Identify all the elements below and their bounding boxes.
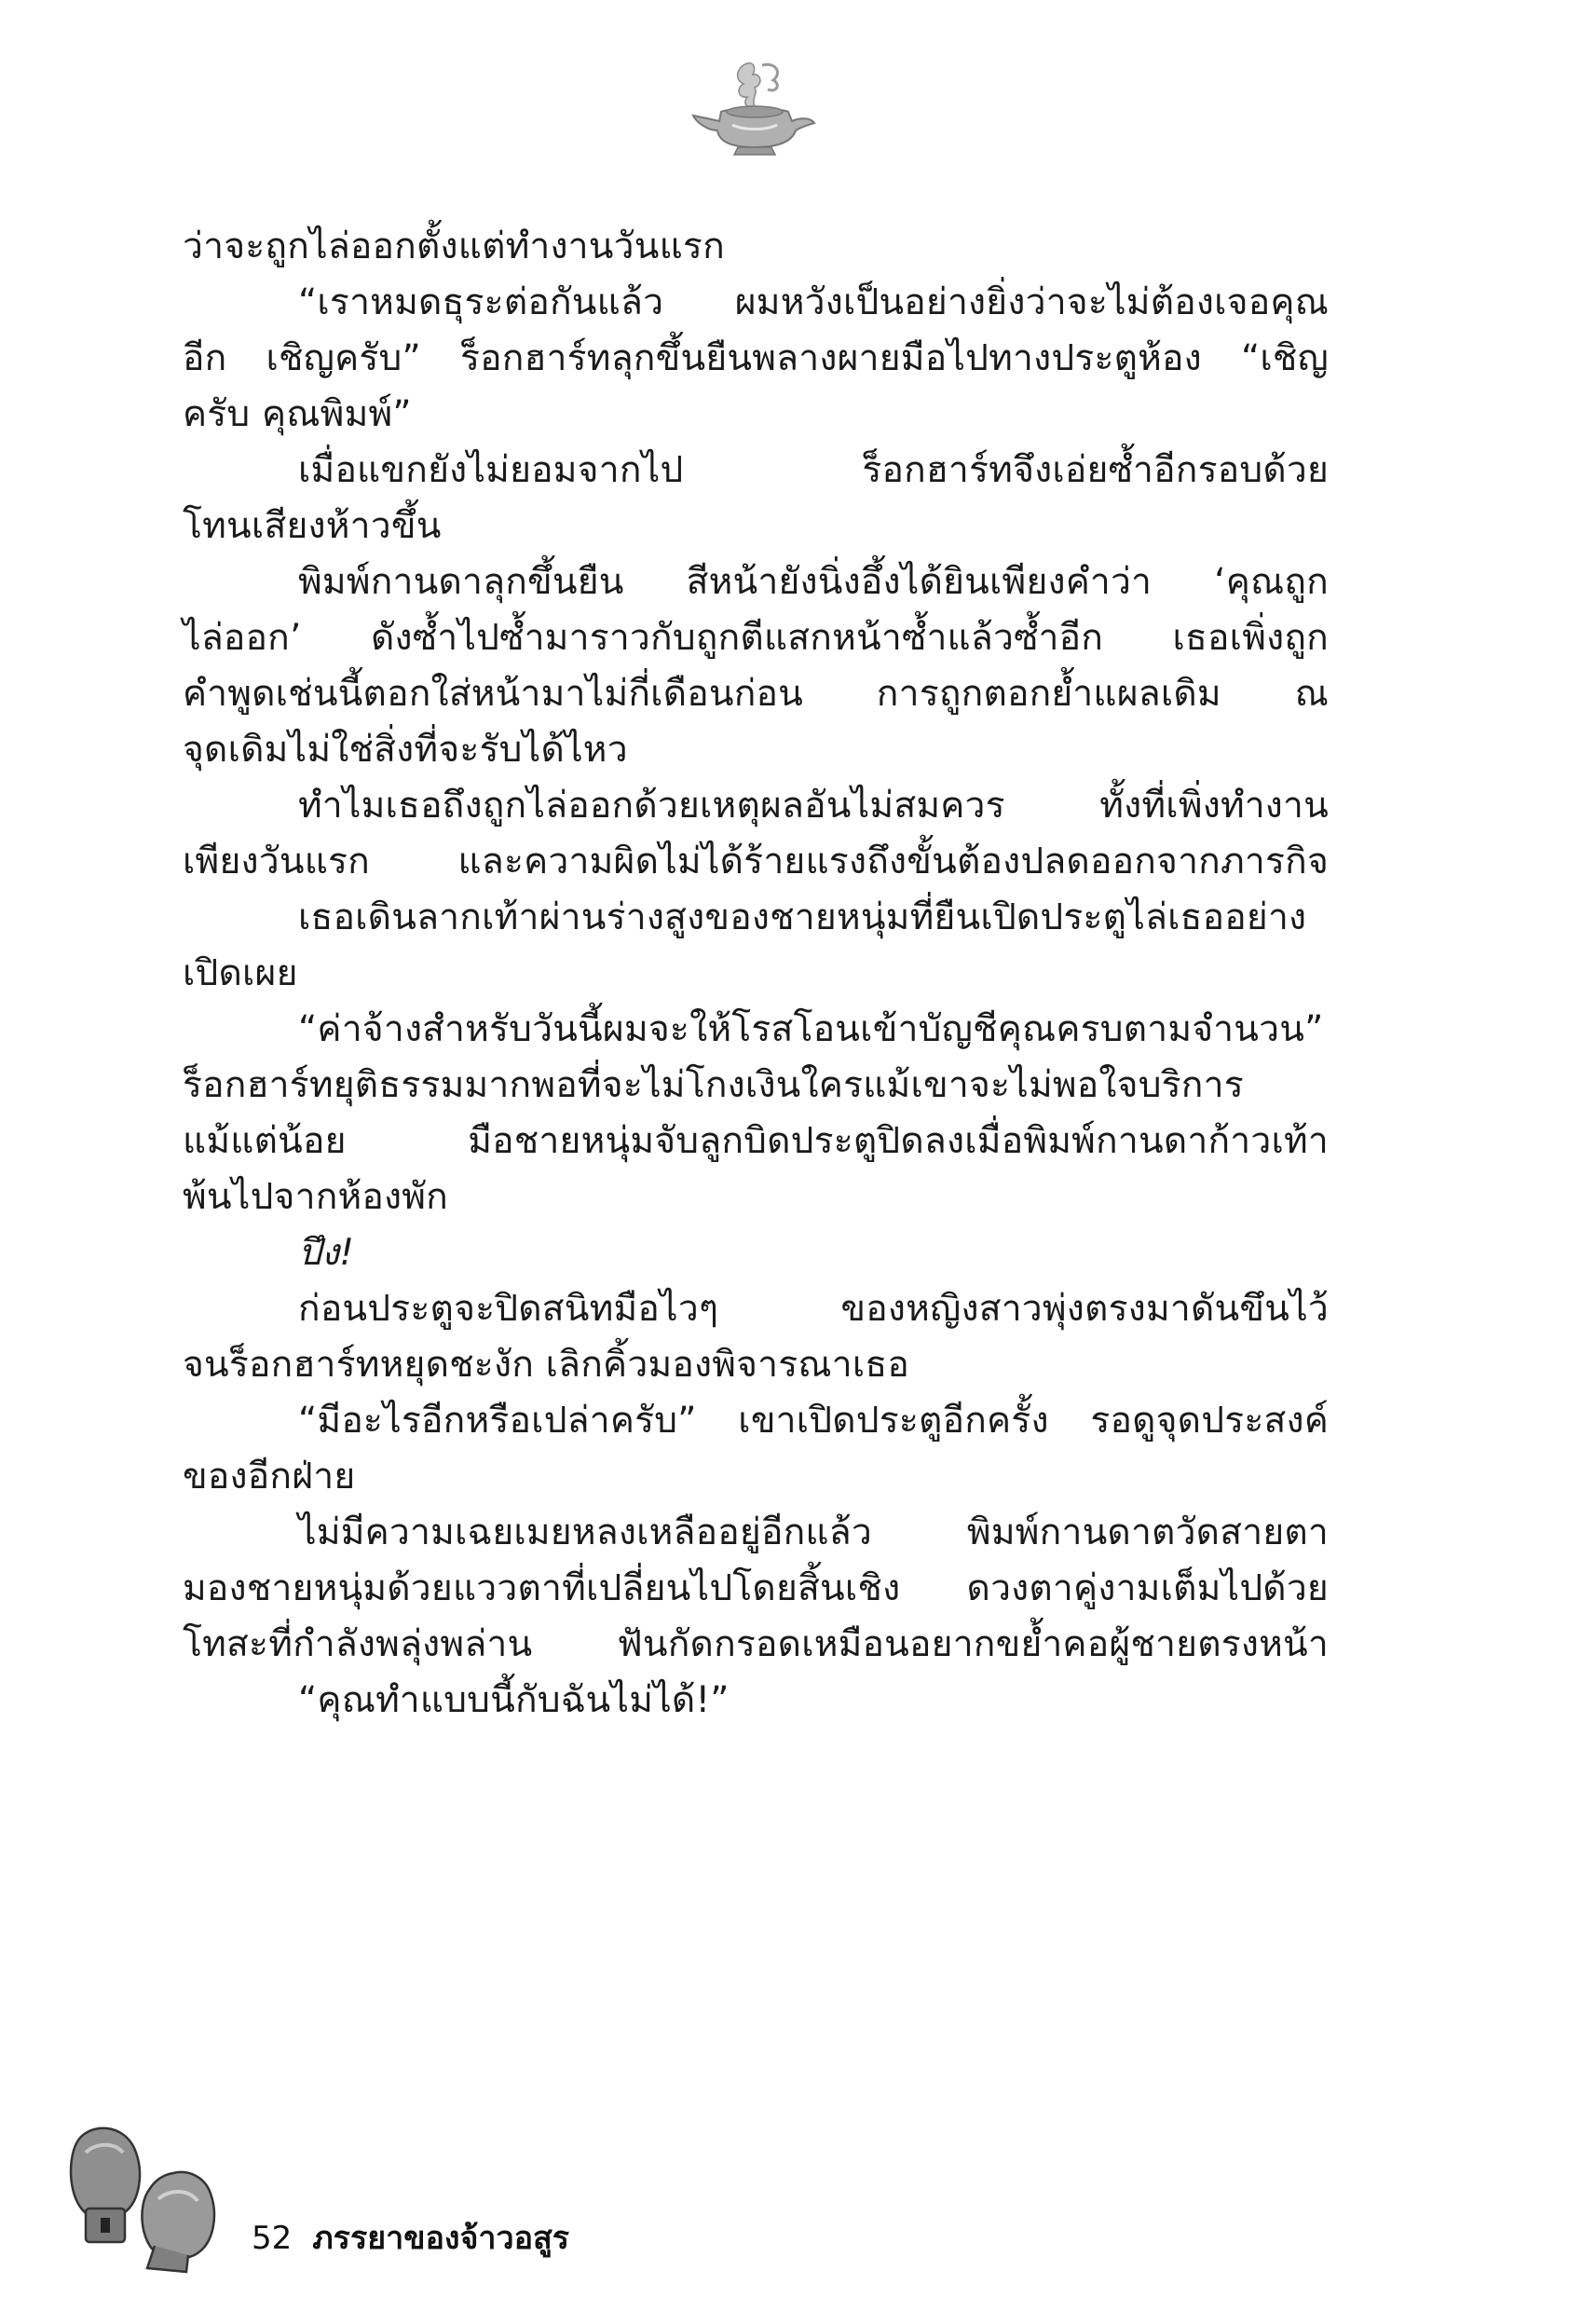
text-line-11: ทำไมเธอถึงถูกไล่ออกด้วยเหตุผลอันไม่สมควร ทั้งที่เพิ่งทำงาน [298,785,1329,827]
text-line-15: “ค่าจ้างสำหรับวันนี้ผมจะให้โรสโอนเข้าบัญชีคุณครบตามจำนวน” [298,1008,1324,1050]
text-line-19: ปึง! [298,1232,355,1274]
text-line-4: ครับ คุณพิมพ์” [183,393,412,435]
footer-caption [252,2212,569,2263]
text-line-13: เธอเดินลากเท้าผ่านร่างสูงของชายหนุ่มที่ยืนเปิดประตูไล่เธออย่าง [298,896,1307,938]
text-line-27: “คุณทำแบบนี้กับฉันไม่ได้!” [298,1679,730,1721]
text-line-18: พ้นไปจากห้องพัก [183,1176,448,1218]
text-line-21: จนร็อกฮาร์ทหยุดชะงัก เลิกคิ้วมองพิจารณาเธอ [183,1344,910,1386]
text-line-8: ไล่ออก’ ดังซ้ำไปซ้ำมาราวกับถูกตีแสกหน้าซ้ำแล้วซ้ำอีก เธอเพิ่งถูก [183,617,1329,659]
boxing-gloves-icon [58,2115,244,2274]
page-footer [0,2115,1596,2302]
text-line-10: จุดเดิมไม่ใช่สิ่งที่จะรับได้ไหว [183,729,628,771]
text-line-23: ของอีกฝ่าย [183,1456,356,1497]
text-line-12: เพียงวันแรก และความผิดไม่ได้ร้ายแรงถึงขั้นต้องปลดออกจากภารกิจ [183,841,1329,882]
text-line-9: คำพูดเช่นนี้ตอกใส่หน้ามาไม่กี่เดือนก่อน การถูกตอกย้ำแผลเดิม ณ [183,673,1329,715]
text-line-7: พิมพ์กานดาลุกขึ้นยืน สีหน้ายังนิ่งอึ้งได้ยินเพียงคำว่า ‘คุณถูก [298,561,1329,603]
page-number: 52 [252,2220,293,2257]
book-title: ภรรยาของจ้าวอสูร [312,2220,570,2257]
text-line-6: โทนเสียงห้าวขึ้น [183,505,442,547]
text-line-3: อีก เชิญครับ” ร็อกฮาร์ทลุกขึ้นยืนพลางผายมือไปทางประตูห้อง “เชิญ [183,337,1329,379]
magic-lamp-icon [689,56,820,158]
text-line-25: มองชายหนุ่มด้วยแววตาที่เปลี่ยนไปโดยสิ้นเชิง ดวงตาคู่งามเต็มไปด้วย [183,1567,1329,1609]
text-line-26: โทสะที่กำลังพลุ่งพล่าน ฟันกัดกรอดเหมือนอยากขย้ำคอผู้ชายตรงหน้า [183,1623,1329,1665]
text-line-24: ไม่มีความเฉยเมยหลงเหลืออยู่อีกแล้ว พิมพ์กานดาตวัดสายตา [298,1511,1329,1553]
body-text [183,219,1329,1729]
text-line-2: “เราหมดธุระต่อกันแล้ว ผมหวังเป็นอย่างยิ่งว่าจะไม่ต้องเจอคุณ [298,281,1329,323]
text-line-5: เมื่อแขกยังไม่ยอมจากไป ร็อกฮาร์ทจึงเอ่ยซ้ำอีกรอบด้วย [298,449,1329,491]
text-line-1: ว่าจะถูกไล่ออกตั้งแต่ทำงานวันแรก [183,226,725,267]
text-line-20: ก่อนประตูจะปิดสนิทมือไวๆ ของหญิงสาวพุ่งตรงมาดันขึนไว้ [298,1288,1329,1330]
text-line-17: แม้แต่น้อย มือชายหนุ่มจับลูกบิดประตูปิดลงเมื่อพิมพ์กานดาก้าวเท้า [183,1120,1329,1162]
text-line-22: “มีอะไรอีกหรือเปล่าครับ” เขาเปิดประตูอีกครั้ง รอดูจุดประสงค์ [298,1400,1329,1442]
text-line-14: เปิดเผย [183,952,298,994]
text-line-16: ร็อกฮาร์ทยุติธรรมมากพอที่จะไม่โกงเงินใครแม้เขาจะไม่พอใจบริการ [183,1064,1244,1106]
